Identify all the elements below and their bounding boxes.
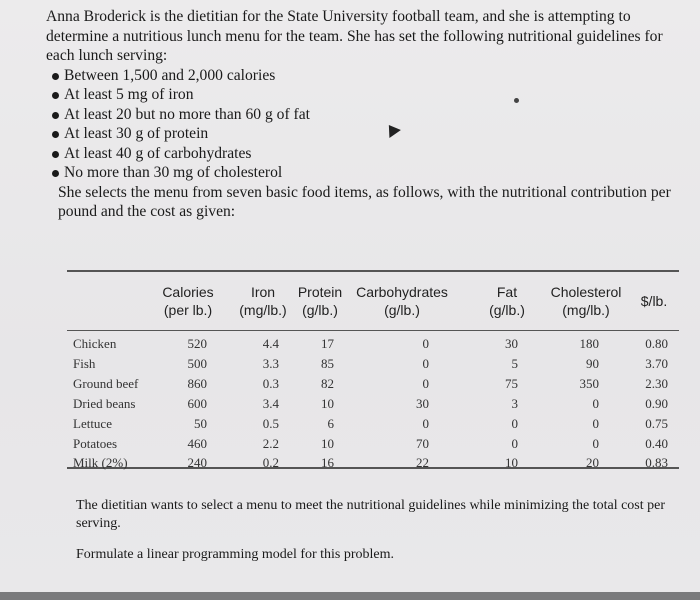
table-cell: 10	[505, 455, 518, 470]
table-cell: 0	[422, 356, 429, 371]
table-cell: 16	[321, 455, 334, 470]
column-header-line: (per lb.)	[163, 302, 213, 318]
column-header-line: (mg/lb.)	[562, 302, 610, 318]
column-header-line: Carbohydrates	[356, 284, 448, 300]
intro-tail: She selects the menu from seven basic food items, as follows, with the nutritional contribution per pound and the cost as given:	[58, 183, 671, 220]
column-header-line: Protein	[297, 284, 343, 300]
table-cell: 3.3	[262, 356, 279, 371]
table-cell: 860	[187, 376, 207, 391]
table-cell: 0.2	[262, 455, 279, 470]
table-top-rule	[67, 270, 679, 272]
table-row-item: Milk (2%)	[73, 455, 128, 470]
guideline-item: At least 5 mg of iron	[46, 85, 686, 105]
table-row-item: Fish	[73, 356, 96, 371]
table-cell: 30	[505, 336, 518, 351]
table-row-item: Chicken	[73, 336, 117, 351]
column-header-line: Calories	[162, 284, 214, 300]
task-text: Formulate a linear programming model for this problem.	[76, 547, 395, 562]
table-cell: 0.80	[645, 336, 668, 351]
column-header-line: (g/lb.)	[302, 302, 338, 318]
table-cell: 0.83	[645, 455, 668, 470]
column-header-line: Fat	[496, 284, 518, 300]
table-cell: 2.2	[262, 436, 279, 451]
table-cell: 0.40	[645, 436, 668, 451]
table-cell: 10	[321, 436, 334, 451]
table-cell: 0	[592, 416, 599, 431]
table-row-item: Lettuce	[73, 416, 112, 431]
table-cell: 3	[511, 396, 518, 411]
table-cell: 520	[187, 336, 207, 351]
problem-intro	[46, 7, 686, 222]
table-header-rule	[67, 330, 679, 331]
problem-outro	[76, 497, 676, 577]
table-cell: 0	[511, 436, 518, 451]
table-cell: 85	[321, 356, 334, 371]
table-cell: 4.4	[262, 336, 279, 351]
table-cell: 10	[321, 396, 334, 411]
table-cell: 3.70	[645, 356, 668, 371]
table-cell: 0	[422, 376, 429, 391]
bottom-edge-bar	[0, 592, 700, 600]
table-cell: 0.90	[645, 396, 668, 411]
column-header-line: Iron	[250, 284, 276, 300]
stray-mark	[514, 98, 519, 103]
table-cell: 0	[422, 336, 429, 351]
table-cell: 350	[579, 376, 599, 391]
table-cell: 22	[416, 455, 429, 470]
column-header-line: (g/lb.)	[384, 302, 420, 318]
table-cell: 3.4	[262, 396, 279, 411]
table-cell: 500	[187, 356, 207, 371]
guidelines-list	[46, 66, 686, 183]
table-cell: 90	[586, 356, 599, 371]
table-cell: 5	[511, 356, 518, 371]
table-cell: 240	[187, 455, 207, 470]
table-cell: 0.75	[645, 416, 668, 431]
guideline-item: At least 40 g of carbohydrates	[46, 144, 686, 164]
guideline-item: Between 1,500 and 2,000 calories	[46, 66, 686, 86]
table-cell: 50	[194, 416, 207, 431]
table-cell: 0.3	[262, 376, 279, 391]
table-cell: 75	[505, 376, 518, 391]
column-header-line: Cholesterol	[550, 284, 622, 300]
table-cell: 20	[586, 455, 599, 470]
nutrition-table	[67, 270, 679, 470]
table-cell: 17	[321, 336, 334, 351]
table-cell: 2.30	[645, 376, 668, 391]
table-cell: 600	[187, 396, 207, 411]
table-row-item: Ground beef	[73, 376, 139, 391]
column-header	[342, 283, 462, 319]
table-cell: 180	[579, 336, 599, 351]
table-cell: 0	[422, 416, 429, 431]
table-cell: 70	[416, 436, 429, 451]
table-cell: 30	[416, 396, 429, 411]
guideline-item: At least 30 g of protein	[46, 124, 686, 144]
table-cell: 0	[511, 416, 518, 431]
table-cell: 0.5	[262, 416, 279, 431]
objective-text: The dietitian wants to select a menu to meet the nutritional guidelines while minimizing the total cost per serving.	[76, 498, 666, 531]
column-header-line: (g/lb.)	[489, 302, 525, 318]
column-header-line: (mg/lb.)	[239, 302, 287, 318]
guideline-item: No more than 30 mg of cholesterol	[46, 163, 686, 183]
column-header-line: $/lb.	[640, 293, 668, 309]
table-cell: 82	[321, 376, 334, 391]
table-cell: 0	[592, 396, 599, 411]
table-cell: 6	[327, 416, 334, 431]
table-cell: 460	[187, 436, 207, 451]
guideline-item: At least 20 but no more than 60 g of fat	[46, 105, 686, 125]
column-header	[594, 292, 700, 310]
table-row-item: Dried beans	[73, 396, 136, 411]
table-cell: 0	[592, 436, 599, 451]
table-row-item: Potatoes	[73, 436, 118, 451]
intro-paragraph: Anna Broderick is the dietitian for the State University football team, and she is attempting to determine a nutritious lunch menu for the team. She has set the following nutritional guidelines for each lunch serving:	[46, 8, 663, 64]
